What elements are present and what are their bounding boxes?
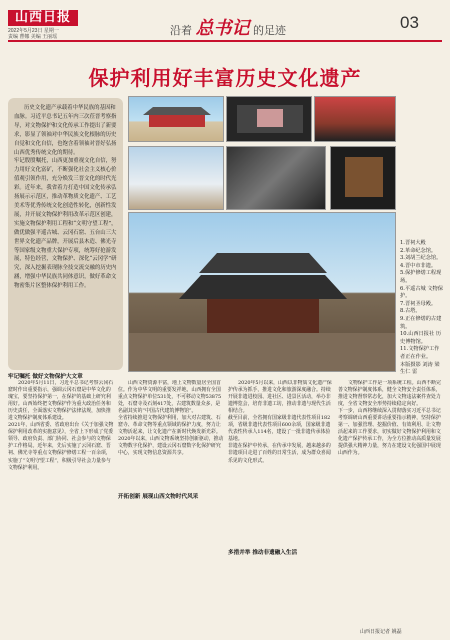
page-number: 03 <box>400 13 419 32</box>
photo-statues <box>226 146 326 210</box>
photo-caption: 1.晋祠大殿 2.革命纪念馆。 3.刘胡兰纪念馆。 4.晋中市非遗。 5.保护修缮工程现场。 6.平遥古城 文物保护。 7.晋祠圣母殿。 8.古塔。 9.正在修缮的古建筑。 10.山西日报社 历史博物馆。 11.文物保护工作者正在作业。 本版摄影 刘涛 梁生仁 雷 <box>400 240 443 376</box>
column-banner <box>170 14 286 40</box>
photo-ancient-pavilion <box>128 212 396 372</box>
body-column-4: 文物保护工作是一项系统工程。山西不断完善文物保护制度体系，健全文物安全责任体系，推进文物督察常态化，加大文物违法案件查处力度，全省文物安全形势持续稳定向好。 下一步，山西将继续深入贯彻落实习近平总书记考察调研山西重要讲话重要指示精神，坚持保护第一、加强管理、挖掘价值、有效利用、让文物活起来的工作要求，切实做好文物保护利用和文化遗产保护传承工作，为全方位推动高质量发展提供强大精神力量，努力在建设文化强国中展现山西作为。 <box>338 380 441 457</box>
photo-worker-restoration <box>128 146 224 210</box>
body-column-3: 2020年5月以来，山西以非物质文化遗产保护传承为抓手，推进文化和旅游深度融合。持续开展非遗进校园、进社区、进景区活动，举办非遗博览会，培育非遗工坊，推动非遗与现代生活相结合。 截至目前，全省拥有国家级非遗代表性项目182项，省级非遗代表性项目600余项，国家级非遗代表性传承人114名，建设了一批非遗传承体验基地。 非遗在保护中传承，在传承中发展，越来越多的非遗项目走进了百姓的日常生活，成为群众喜闻乐见的文化形式。 <box>228 380 332 464</box>
lead-paragraph: 历史文化遗产承载着中华民族的基因和血脉。习近平总书记五年内三次莅晋考察指导，对文物保护和文化传承工作提出了新要求，影显了领袖对中华民族文化根脉的历史自觉和文化自信，也饱含着领袖对晋好弘扬山西优秀传统文化的期待。 牢记殷殷嘱托，山西更加重视文化自信，努力用好文化富矿，不断强化社会主义核心价值观引领作用，充分焕发三晋文化的时代光彩。近年来，我省着力打造中国文化传承弘扬展示示范区，推动革物质文化遗产、工艺美术等优秀传统文化创造性转化，创新性发展，并开展文物保护利用改革示范区创建，实施文物保护利用工程和“文明守望工程”，做优做强平遥古城、云冈石窟、五台山三大世界文化遗产品牌，开展后县木造、佛光寺等国家级文物重大保护专项，统筹好抢游发展，特色经营，文物保护、深化“云冈学”研究，深入挖掘表现脉全技交流交融的历史内涵，增强中华民族共同体意识，做好革命文物密集片区整体保护利用工作。 <box>14 105 117 290</box>
pavilion-illustration <box>129 213 396 372</box>
subhead-2: 开拓创新 展现山西文物时代风采 <box>118 494 199 500</box>
header-rule <box>8 40 442 42</box>
body-column-2: 山西文物资源丰富，地上文物数量居全国首位。作为中华文明的重要发祥地，山西拥有全国重点文物保护单位531处，不可移动文物53875处，石窟寺及石刻417处，古建筑数量众多，是名副其实的“中国古代建筑博物馆”。 全省持续推进文物保护利用，加大对古建筑、石窟寺、革命文物等重点领域的保护力度，努力让文物活起来，让文化遗产在新时代焕发新光彩。 2020年以来，山西文物系统坚持创新驱动，推动文物数字化保护，建设云冈石窟数字化保护研究中心，实现文物信息资源共享。 <box>118 380 224 457</box>
column-suffix: 的足迹 <box>253 24 286 37</box>
photo-exhibition-hall <box>226 96 312 142</box>
photo-performance <box>314 96 396 142</box>
subhead-1: 牢记嘱托 做好文物保护大文章 <box>8 374 83 380</box>
building-illustration <box>129 97 224 142</box>
body-column-1: 2020年5月11日，习近平总书记考察云冈石窟时作出重要指示，强调云冈石窟是中华文化的瑰宝，要坚持保护第一，在保护的基础上研究利用好。山西始终把文物保护作为重大政治任务和历史责任，全面落实文物保护法律法规，加快推进文物保护制度体系建设。 2021年，山西省委、省政府出台《关于加强文物保护利用改革的实施意见》，全省上下形成了党委领导、政府负责、部门协同、社会参与的文物保护工作格局。近年来，先后实施了云冈石窟、晋祠、佛光寺等重点文物保护修缮工程一百余项，实施了“文明守望工程”，积极引导社会力量参与文物保护利用。 <box>8 380 114 471</box>
subhead-3: 多措并举 推动非遗融入生活 <box>228 550 298 556</box>
dateline: 2022年5月23日 星期一 责编 曹娜 美编 王丽瑶 <box>8 28 59 40</box>
column-title: 总书记 <box>195 18 250 39</box>
hall-illustration <box>227 97 312 142</box>
photo-museum-display <box>330 146 396 210</box>
newspaper-masthead: 山西日报 <box>8 10 78 26</box>
page-headline: 保护利用好丰富历史文化遗产 <box>88 66 362 90</box>
photo-city-plaza <box>128 96 224 142</box>
column-prefix: 沿着 <box>170 24 192 37</box>
display-illustration <box>331 147 396 210</box>
author-credit: 山西日报记者 姚磊 <box>360 629 402 635</box>
